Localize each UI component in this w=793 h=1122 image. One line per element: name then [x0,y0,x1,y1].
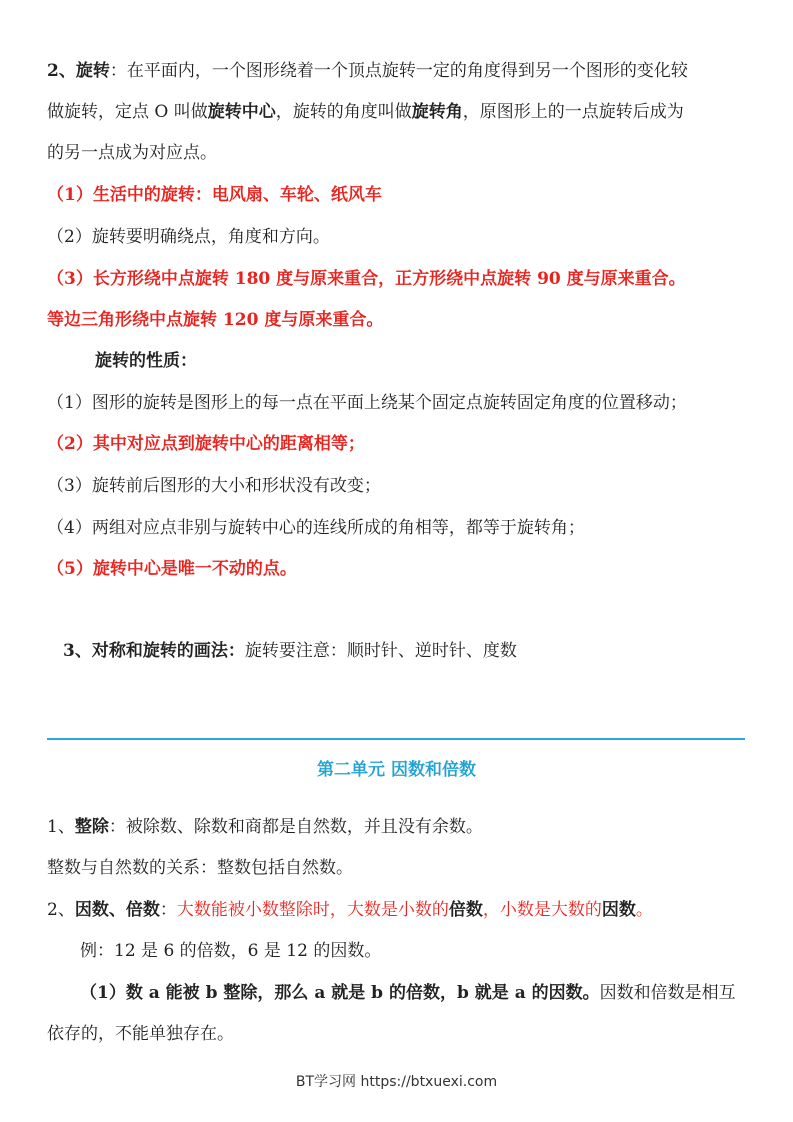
term-rotation-center: 旋转中心 [207,102,276,122]
property-4: （4）两组对应点非别与旋转中心的连线所成的角相等，都等于旋转角； [47,518,585,538]
rotation-definition-line1: 2、旋转：在平面内，一个图形绕着一个顶点旋转一定的角度得到另一个图形的变化较 [47,61,688,81]
note-triangle-coincide: 等边三角形绕中点旋转 120 度与原来重合。 [47,310,384,330]
note-life-examples: （1）生活中的旋转：电风扇、车轮、纸风车 [47,185,382,205]
drawing-method: 3、对称和旋转的画法：旋转要注意：顺时针、逆时针、度数 [63,641,517,661]
section-divider [47,738,745,740]
properties-title: 旋转的性质： [95,351,197,371]
rotation-definition-line3: 的另一点成为对应点。 [47,143,217,163]
factor-example: 例：12 是 6 的倍数，6 是 12 的因数。 [80,941,382,961]
integer-relation: 整数与自然数的关系：整数包括自然数。 [47,858,353,878]
term-divisible: 整除 [74,817,109,837]
rotation-definition-line2: 做旋转，定点 O 叫做旋转中心，旋转的角度叫做旋转角，原图形上的一点旋转后成为 [47,102,684,122]
term-factor: 因数 [601,900,636,920]
term-factor-multiple: 因数、倍数 [74,900,160,920]
note-rotation-requirements: （2）旋转要明确绕点，角度和方向。 [47,227,330,247]
section-number: 2、 [47,61,76,81]
factor-multiple-definition: 2、因数、倍数：大数能被小数整除时，大数是小数的倍数，小数是大数的因数。 [47,900,653,920]
drawing-method-label: 3、对称和旋转的画法： [63,641,245,661]
property-3: （3）旋转前后图形的大小和形状没有改变； [47,476,381,496]
unit-heading: 第二单元 因数和倍数 [317,760,476,780]
property-2: （2）其中对应点到旋转中心的距离相等； [47,434,365,454]
property-5: （5）旋转中心是唯一不动的点。 [47,559,297,579]
term-rotation: 旋转 [75,61,110,81]
factor-point-1-continued: 依存的，不能单独存在。 [47,1024,234,1044]
term-multiple: 倍数 [448,900,483,920]
property-1: （1）图形的旋转是图形上的每一点在平面上绕某个固定点旋转固定角度的位置移动； [47,393,687,413]
page-footer: BT学习网 https://btxuexi.com [295,1074,498,1090]
divisible-definition: 1、整除：被除数、除数和商都是自然数，并且没有余数。 [47,817,483,837]
term-rotation-angle: 旋转角 [411,102,463,122]
note-shapes-coincide: （3）长方形绕中点旋转 180 度与原来重合，正方形绕中点旋转 90 度与原来重合。 [47,269,686,289]
factor-point-1: （1）数 a 能被 b 整除，那么 a 就是 b 的倍数，b 就是 a 的因数。因数和倍数是相互 [80,983,736,1003]
